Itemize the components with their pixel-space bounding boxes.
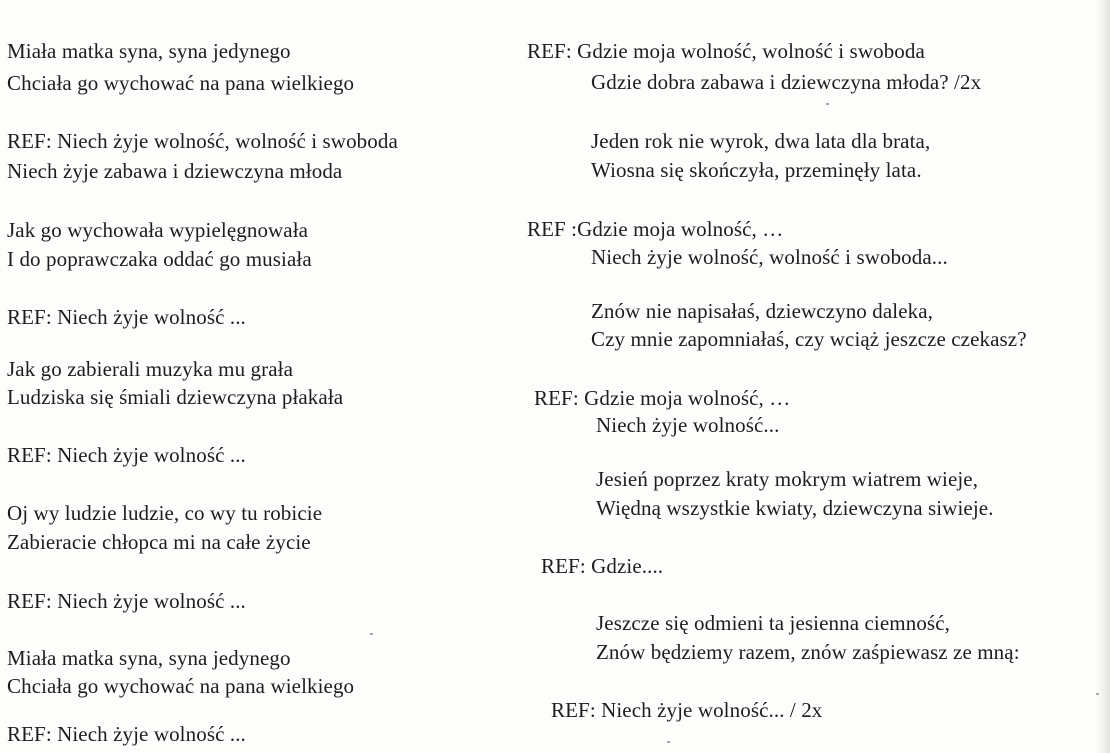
left-verse-4-line-2: Zabieracie chłopca mi na całe życie [7, 530, 311, 554]
left-verse-2-line-1: Jak go wychowała wypielęgnowała [7, 218, 309, 242]
left-refrain-2: REF: Niech żyje wolność ... [7, 305, 246, 329]
left-verse-1-line-2: Chciała go wychować na pana wielkiego [7, 71, 355, 95]
right-refrain-2-line-2: Niech żyje wolność, wolność i swoboda... [591, 245, 948, 269]
scan-speck [370, 633, 373, 635]
left-verse-3-line-1: Jak go zabierali muzyka mu grała [7, 357, 294, 381]
left-verse-1-line-1: Miała matka syna, syna jedynego [7, 39, 291, 63]
right-refrain-2-line-1: REF :Gdzie moja wolność, … [527, 217, 784, 241]
left-verse-5-line-2: Chciała go wychować na pana wielkiego [7, 674, 355, 698]
right-refrain-3-line-1: REF: Gdzie moja wolność, … [534, 386, 791, 410]
scan-edge-shadow [1096, 0, 1110, 753]
scan-speck [1096, 693, 1099, 695]
right-refrain-1-line-1: REF: Gdzie moja wolność, wolność i swoboda [527, 39, 925, 63]
right-verse-4-line-2: Znów będziemy razem, znów zaśpiewasz ze mną: [596, 640, 1020, 664]
right-verse-1-line-1: Jeden rok nie wyrok, dwa lata dla brata, [591, 129, 931, 153]
scan-speck [826, 103, 829, 105]
left-verse-4-line-1: Oj wy ludzie ludzie, co wy tu robicie [7, 501, 323, 525]
right-verse-4-line-1: Jeszcze się odmieni ta jesienna ciemność, [596, 611, 950, 635]
left-verse-2-line-2: I do poprawczaka oddać go musiała [7, 247, 312, 271]
left-refrain-1-line-1: REF: Niech żyje wolność, wolność i swoboda [7, 129, 398, 153]
right-refrain-4: REF: Gdzie.... [541, 554, 664, 578]
left-verse-3-line-2: Ludziska się śmiali dziewczyna płakała [7, 385, 344, 409]
left-refrain-5: REF: Niech żyje wolność ... [7, 722, 246, 746]
right-refrain-5: REF: Niech żyje wolność... / 2x [551, 698, 823, 722]
right-verse-3-line-2: Więdną wszystkie kwiaty, dziewczyna siwieje. [596, 496, 994, 520]
left-refrain-3: REF: Niech żyje wolność ... [7, 443, 246, 467]
left-refrain-4: REF: Niech żyje wolność ... [7, 589, 246, 613]
right-refrain-1-line-2: Gdzie dobra zabawa i dziewczyna młoda? /2x [591, 70, 982, 94]
right-refrain-3-line-2: Niech żyje wolność... [596, 413, 780, 437]
right-verse-2-line-2: Czy mnie zapomniałaś, czy wciąż jeszcze czekasz? [591, 327, 1027, 351]
left-refrain-1-line-2: Niech żyje zabawa i dziewczyna młoda [7, 159, 343, 183]
right-verse-1-line-2: Wiosna się skończyła, przeminęły lata. [591, 158, 922, 182]
left-verse-5-line-1: Miała matka syna, syna jedynego [7, 646, 291, 670]
right-verse-2-line-1: Znów nie napisałaś, dziewczyno daleka, [591, 299, 934, 323]
scan-speck [667, 741, 670, 743]
right-verse-3-line-1: Jesień poprzez kraty mokrym wiatrem wieje, [596, 467, 979, 491]
